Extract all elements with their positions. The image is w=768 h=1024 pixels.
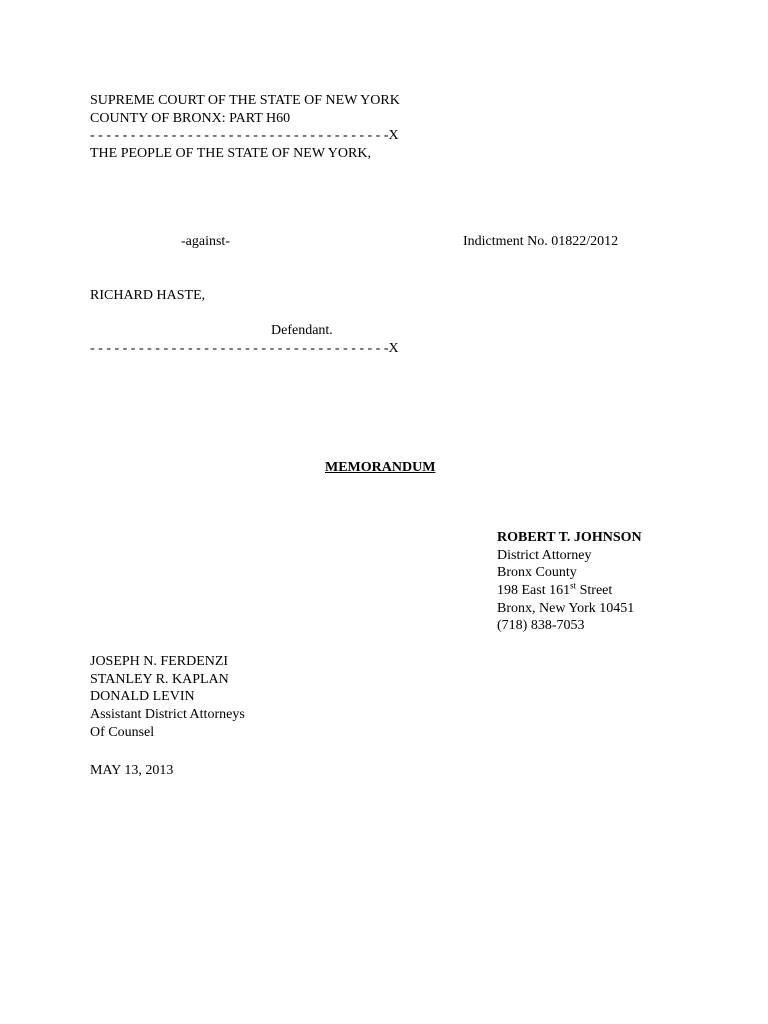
counsel-block bbox=[90, 653, 245, 741]
district-attorney-block bbox=[497, 529, 642, 635]
document-date: MAY 13, 2013 bbox=[90, 763, 174, 778]
da-street-suffix: st bbox=[570, 580, 577, 591]
da-street-name: Street bbox=[576, 583, 613, 599]
case-caption bbox=[90, 92, 400, 162]
da-street-number: 198 East 161 bbox=[497, 583, 571, 599]
court-name: SUPREME COURT OF THE STATE OF NEW YORK bbox=[90, 93, 400, 108]
da-title: District Attorney bbox=[497, 547, 592, 563]
counsel-name: STANLEY R. KAPLAN bbox=[90, 671, 229, 687]
caption-rule-top: - - - - - - - - - - - - - - - - - - - - - - - - - - - - - - - - - - - - -X bbox=[90, 128, 399, 143]
caption-rule-bottom: - - - - - - - - - - - - - - - - - - - - - - - - - - - - - - - - - - - - -X bbox=[90, 341, 399, 356]
counsel-name: JOSEPH N. FERDENZI bbox=[90, 654, 229, 669]
da-city: Bronx, New York 10451 bbox=[497, 600, 635, 616]
against-label: -against- bbox=[181, 234, 230, 249]
county-part: COUNTY OF BRONX: PART H60 bbox=[90, 110, 291, 126]
da-street bbox=[497, 582, 642, 600]
defendant-role: Defendant. bbox=[271, 323, 333, 338]
da-phone: (718) 838-7053 bbox=[497, 618, 585, 634]
counsel-role: Of Counsel bbox=[90, 724, 155, 740]
counsel-title: Assistant District Attorneys bbox=[90, 707, 245, 723]
defendant-name: RICHARD HASTE, bbox=[90, 288, 206, 303]
document-title: MEMORANDUM bbox=[325, 460, 436, 475]
counsel-name: DONALD LEVIN bbox=[90, 689, 195, 705]
plaintiff-name: THE PEOPLE OF THE STATE OF NEW YORK, bbox=[90, 145, 371, 161]
da-county: Bronx County bbox=[497, 565, 577, 581]
indictment-number: Indictment No. 01822/2012 bbox=[463, 234, 619, 249]
da-name: ROBERT T. JOHNSON bbox=[497, 530, 642, 545]
